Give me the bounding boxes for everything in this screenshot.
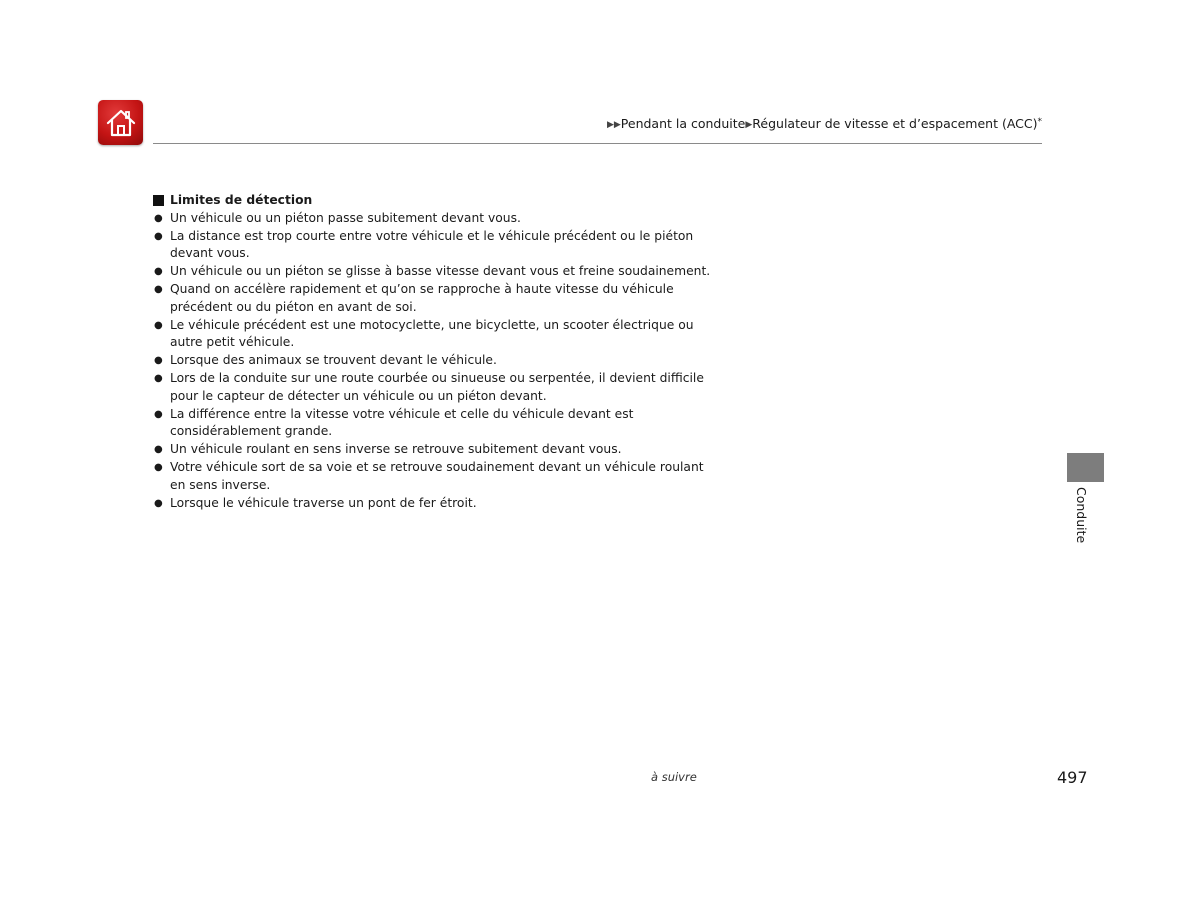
list-item: ● Lors de la conduite sur une route courbée ou sinueuse ou serpentée, il devient difficile pour le capteur de détecter un véhicule ou un piéton devant. <box>154 370 704 403</box>
home-button[interactable] <box>98 100 143 145</box>
bullet-icon: ● <box>154 497 163 509</box>
bullet-icon: ● <box>154 461 163 473</box>
list-item: ● Lorsque le véhicule traverse un pont de fer étroit. <box>153 495 713 513</box>
list-item: ● La distance est trop courte entre votre véhicule et le véhicule précédent ou le piéton devant vous. <box>154 228 694 261</box>
breadcrumb-separator: ▶ <box>745 120 753 130</box>
list-item: ● Lorsque des animaux se trouvent devant le véhicule. <box>153 352 713 370</box>
detection-limits-list <box>153 210 713 513</box>
breadcrumb-asterisk: * <box>1037 117 1042 127</box>
list-item: ● Quand on accélère rapidement et qu’on se rapproche à haute vitesse du véhicule précédent ou du piéton en avant de soi. <box>154 281 674 314</box>
list-item: ● Un véhicule roulant en sens inverse se retrouve subitement devant vous. <box>153 441 713 459</box>
bullet-icon: ● <box>154 319 163 331</box>
breadcrumb-marker: ▶▶ <box>606 120 621 130</box>
bullet-icon: ● <box>154 283 163 295</box>
bullet-icon: ● <box>154 212 163 224</box>
breadcrumb <box>607 116 1042 131</box>
continued-note: à suivre <box>651 770 697 784</box>
list-item: ● Un véhicule ou un piéton passe subitement devant vous. <box>153 210 713 228</box>
bullet-icon: ● <box>154 372 163 384</box>
chapter-tab[interactable] <box>1067 453 1104 482</box>
bullet-icon: ● <box>154 444 163 456</box>
breadcrumb-current: Régulateur de vitesse et d’espacement (ACC) <box>752 116 1038 131</box>
chapter-label: Conduite <box>1074 487 1089 544</box>
page-number: 497 <box>1057 768 1088 787</box>
bullet-icon: ● <box>154 355 163 367</box>
header-divider <box>153 143 1042 144</box>
bullet-icon: ● <box>154 408 163 420</box>
list-item: ● Votre véhicule sort de sa voie et se retrouve soudainement devant un véhicule roulant en sens inverse. <box>154 459 704 492</box>
list-item: ● La différence entre la vitesse votre véhicule et celle du véhicule devant est considérablement grande. <box>154 406 634 439</box>
bullet-icon: ● <box>154 230 163 242</box>
square-marker-icon <box>153 195 164 206</box>
bullet-icon: ● <box>154 266 163 278</box>
list-item: ● Le véhicule précédent est une motocyclette, une bicyclette, un scooter électrique ou autre petit véhicule. <box>154 317 694 350</box>
main-content <box>153 192 713 512</box>
section-heading <box>153 192 713 210</box>
breadcrumb-link-driving[interactable]: Pendant la conduite <box>620 116 746 131</box>
section-heading-text: Limites de détection <box>170 193 313 207</box>
home-icon <box>105 108 137 138</box>
list-item: ● Un véhicule ou un piéton se glisse à basse vitesse devant vous et freine soudainement. <box>153 263 713 281</box>
